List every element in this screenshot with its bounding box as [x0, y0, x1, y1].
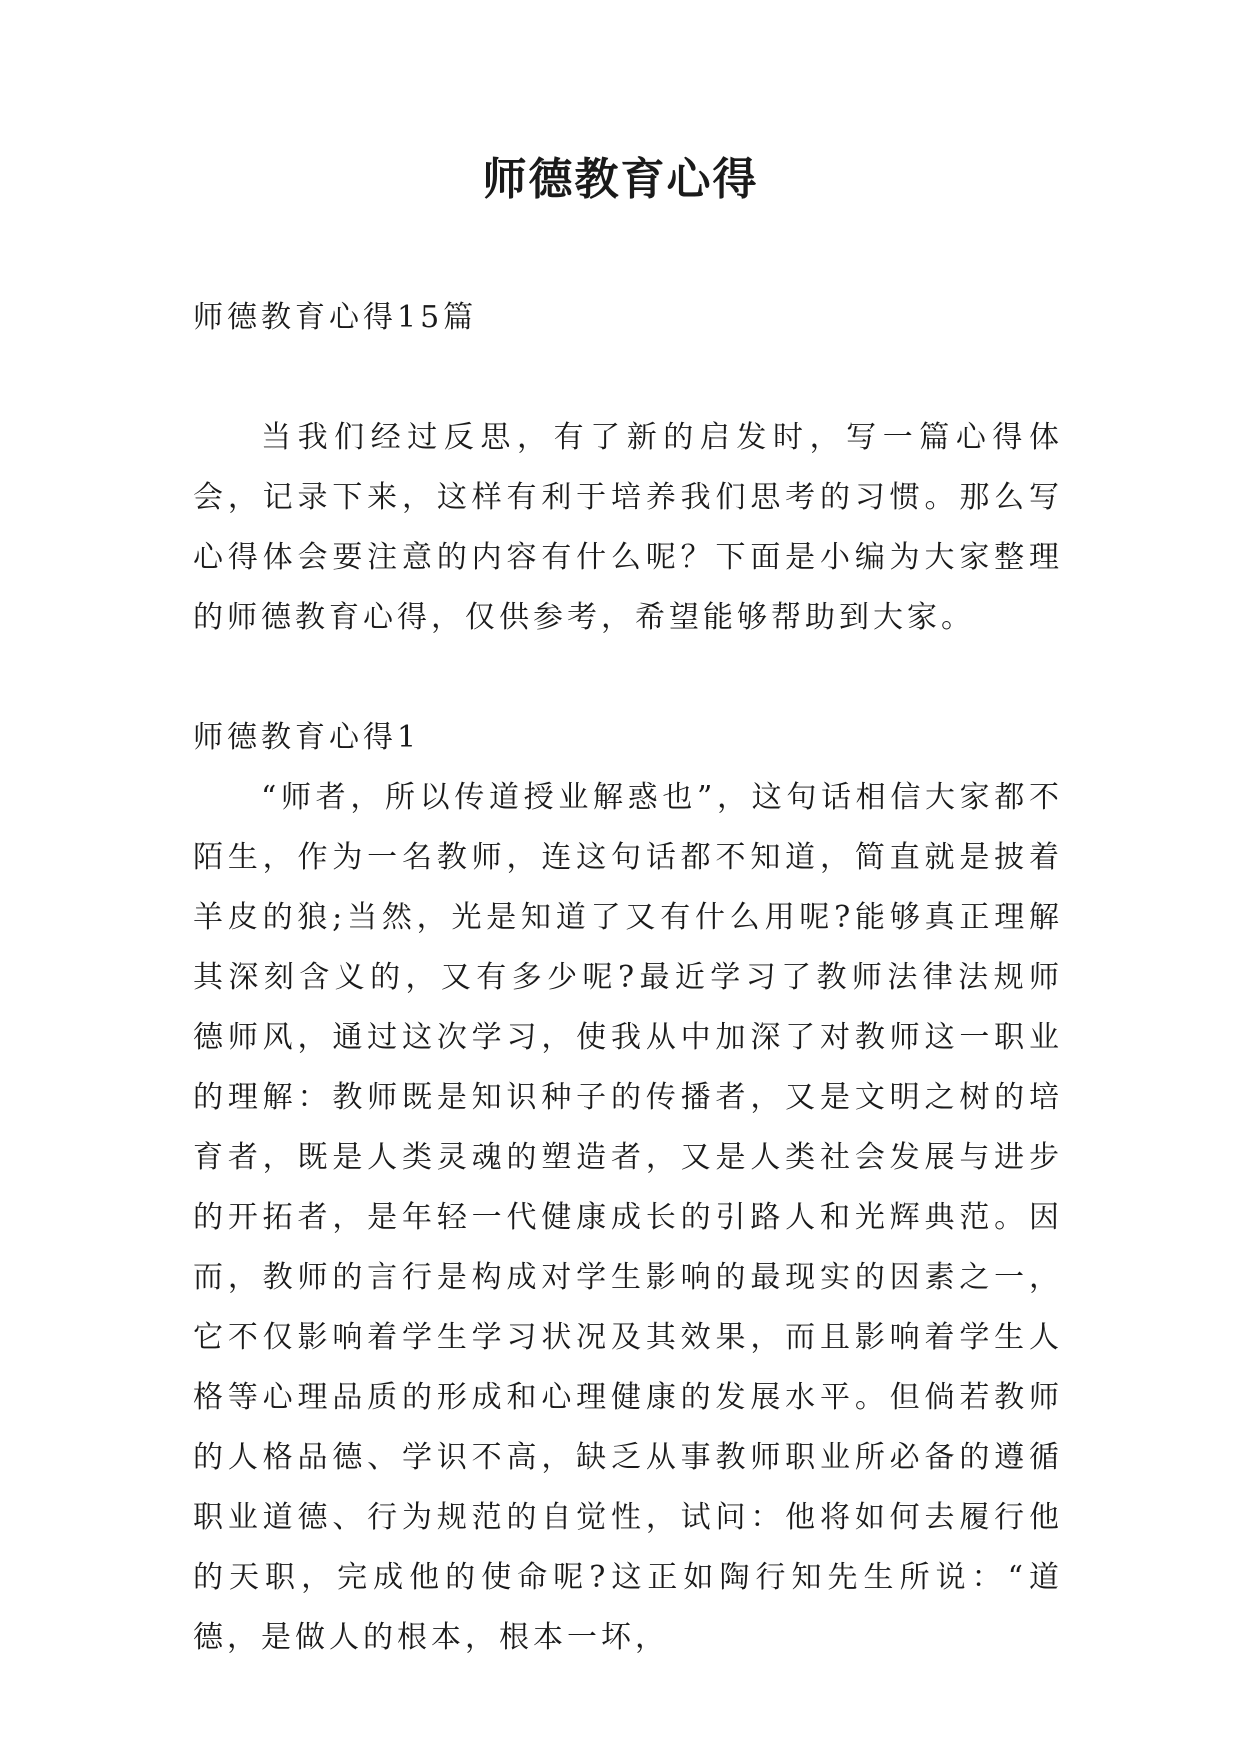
section-body-1: “师者，所以传道授业解惑也”，这句话相信大家都不陌生，作为一名教师，连这句话都不知道，简直就是披着羊皮的狼;当然，光是知道了又有什么用呢?能够真正理解其深刻含义的，又有多少呢?最近学习了教师法律法规师德师风，通过这次学习，使我从中加深了对教师这一职业的理解：教师既是知识种子的传播者，又是文明之树的培育者，既是人类灵魂的塑造者，又是人类社会发展与进步的开拓者，是年轻一代健康成长的引路人和光辉典范。因而，教师的言行是构成对学生影响的最现实的因素之一，它不仅影响着学生学习状况及其效果，而且影响着学生人格等心理品质的形成和心理健康的发展水平。但倘若教师的人格品德、学识不高，缺乏从事教师职业所必备的遵循职业道德、行为规范的自觉性，试问：他将如何去履行他的天职，完成他的使命呢?这正如陶行知先生所说：“道德，是做人的根本，根本一坏，: [193, 780, 1063, 1655]
section-heading-1: 师德教育心得1: [193, 720, 421, 755]
document-body: [193, 288, 1063, 1668]
document-title: 师德教育心得: [482, 154, 759, 205]
intro-paragraph: 当我们经过反思，有了新的启发时，写一篇心得体会，记录下来，这样有利于培养我们思考的习惯。那么写心得体会要注意的内容有什么呢？下面是小编为大家整理的师德教育心得，仅供参考，希望能够帮助到大家。: [193, 420, 1063, 635]
document-subtitle: 师德教育心得15篇: [193, 300, 478, 335]
